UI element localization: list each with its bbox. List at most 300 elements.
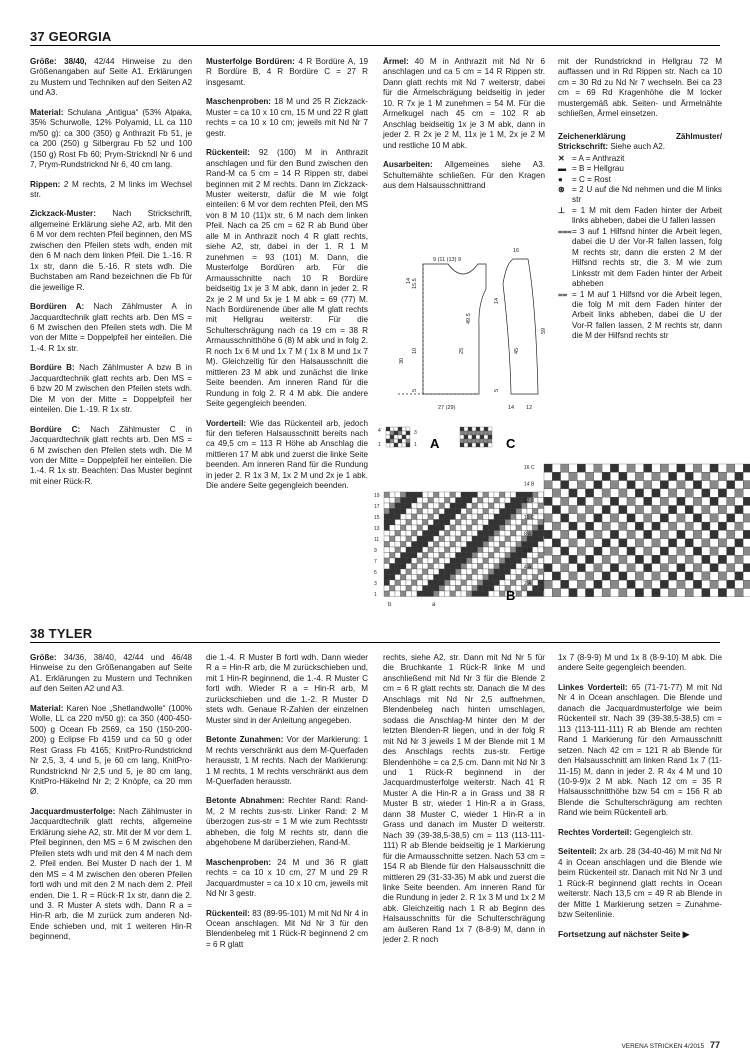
- chart-cell: [677, 514, 685, 522]
- chart-cell: [602, 522, 610, 530]
- chart-cell: [489, 525, 495, 531]
- chart-cell: [619, 572, 627, 580]
- paragraph: [206, 57, 368, 88]
- chart-cell: [428, 509, 434, 515]
- paragraph-text: Nach Zählmuster A bzw B in Jacquardtechnik glatt rechts arb. Den MS = 6 bzw 20 M zwischen den Pfeilen stets wdh. Die M von der Mitte = Doppelpfeil her einteilen. Die 1.-19. R 1x str.: [30, 363, 192, 415]
- chart-cell: [652, 489, 660, 497]
- chart-cell: [484, 427, 488, 431]
- chart-cell: [569, 481, 577, 489]
- chart-cell: [434, 564, 440, 570]
- chart-cell: [685, 506, 693, 514]
- chart-cell: [445, 569, 451, 575]
- chart-cell: [398, 427, 402, 431]
- chart-cell: [610, 547, 618, 555]
- chart-cell: [552, 506, 560, 514]
- chart-cell: [544, 481, 552, 489]
- chart-cell: [428, 553, 434, 559]
- chart-cell: [652, 464, 660, 472]
- chart-cell: [406, 525, 412, 531]
- chart-cell: [577, 497, 585, 505]
- chart-cell: [489, 509, 495, 515]
- chart-cell: [561, 506, 569, 514]
- chart-cell: [384, 514, 390, 520]
- chart-cell: [652, 472, 660, 480]
- chart-cell: [395, 591, 401, 597]
- chart-cell: [511, 498, 517, 504]
- chart-cell: [718, 464, 726, 472]
- chart-cell: [384, 591, 390, 597]
- chart-cell: [439, 492, 445, 498]
- chart-cell: [423, 498, 429, 504]
- chart-cell: [394, 431, 398, 435]
- chart-cell: [384, 520, 390, 526]
- chart-cell: [445, 580, 451, 586]
- chart-cell: [478, 558, 484, 564]
- chart-cell: [484, 435, 488, 439]
- paragraph-heading: Größe: 38/40,: [30, 57, 87, 66]
- chart-cell: [406, 509, 412, 515]
- chart-cell: [472, 569, 478, 575]
- chart-cell: [500, 564, 506, 570]
- chart-cell: [610, 555, 618, 563]
- chart-cell: [702, 539, 710, 547]
- chart-cell: [434, 531, 440, 537]
- chart-cell: [406, 575, 412, 581]
- chart-cell: [602, 530, 610, 538]
- chart-cell: [484, 439, 488, 443]
- chart-cell: [460, 431, 464, 435]
- paragraph-text: 83 (89-95-101) M mit Nd Nr 4 in Ocean anschlagen. Mit Nd Nr 3 für den Blendenbeleg mit 1 Rück-R beginnend 2 cm = 6 R glatt: [206, 908, 368, 949]
- chart-cell: [406, 520, 412, 526]
- chart-cell: [445, 498, 451, 504]
- chart-cell: [652, 530, 660, 538]
- paragraph: [383, 160, 545, 191]
- chart-cell: [516, 525, 522, 531]
- paragraph-text: Nach Zählmuster in Jacquardtechnik glatt rechts, allgemeine Erklärung siehe A2, str. Mit der M vor dem 1. Pfeil beginnen, den MS = 6 M zwischen den Pfeilen stets wdh und mit den 4 M nach dem 2. Pfeil enden. Bei Muster D nach der 1. M den MS = 4 M zwischen den oberen Pfeilen fortl wdh und mit den 2 M nach dem 2. Pfeil enden. Die 1. R = Rück-R 1x str, dann die 2. und 3. R Muster A stets wdh. Dann R a = Hin-R arb, die M zurück zum anderen Nd-Ende schieben und, mit 1 weiteren Hin-R beginnend,: [30, 806, 192, 942]
- chart-cell: [660, 539, 668, 547]
- paragraph: [206, 653, 368, 726]
- chart-cell: [586, 522, 594, 530]
- chart-cell: [476, 431, 480, 435]
- chart-cell: [511, 564, 517, 570]
- chart-cell: [456, 503, 462, 509]
- chart-cell: [500, 498, 506, 504]
- chart-cell: [561, 572, 569, 580]
- chart-cell: [445, 509, 451, 515]
- chart-cell: [483, 569, 489, 575]
- chart-cell: [439, 498, 445, 504]
- chart-cell: [516, 536, 522, 542]
- chart-cell: [464, 435, 468, 439]
- chart-cell: [586, 589, 594, 597]
- chart-cell: [489, 547, 495, 553]
- chart-cell: [476, 427, 480, 431]
- chart-cell: [594, 481, 602, 489]
- chart-cell: [516, 591, 522, 597]
- chart-cell: [685, 522, 693, 530]
- paragraph: [558, 653, 722, 674]
- chart-cell: [390, 564, 396, 570]
- chart-cell: [384, 542, 390, 548]
- chart-cell: [390, 431, 394, 435]
- chart-cell: [635, 522, 643, 530]
- chart-cell: [456, 536, 462, 542]
- chart-cell: [743, 464, 750, 472]
- chart-cell: [619, 555, 627, 563]
- chart-cell: [384, 564, 390, 570]
- chart-cell: [472, 553, 478, 559]
- chart-cell: [461, 531, 467, 537]
- chart-cell: [456, 564, 462, 570]
- chart-cell: [710, 547, 718, 555]
- chart-cell: [685, 555, 693, 563]
- chart-cell: [505, 564, 511, 570]
- chart-cell: [489, 498, 495, 504]
- chart-cell: [511, 575, 517, 581]
- chart-cell: [461, 591, 467, 597]
- chart-cell: [478, 525, 484, 531]
- chart-cell: [735, 506, 743, 514]
- chart-cell: [669, 489, 677, 497]
- chart-cell: [710, 530, 718, 538]
- chart-cell: [652, 580, 660, 588]
- chart-cell: [569, 564, 577, 572]
- chart-cell: [685, 489, 693, 497]
- chart-cell: [644, 522, 652, 530]
- chart-cell: [450, 591, 456, 597]
- chart-b-row-label: 17: [374, 504, 380, 510]
- chart-cell: [718, 539, 726, 547]
- chart-cell: [602, 589, 610, 597]
- paragraph-text: Nach Zählmuster C in Jacquardtechnik glatt rechts arb. Den MS = 6 M zwischen den Pfeilen stets wdh. Die M von der Mitte = Doppelpfeil her einteilen. Die 1.-4. R 1x str. Beachten: Das Muster beginnt mit einer Rück-R.: [30, 424, 193, 486]
- chart-cell: [516, 514, 522, 520]
- chart-cell: [693, 572, 701, 580]
- chart-cell: [602, 572, 610, 580]
- chart-cell: [594, 489, 602, 497]
- chart-cell: [718, 580, 726, 588]
- paragraph-heading: Ärmel:: [383, 57, 409, 66]
- chart-cell: [390, 525, 396, 531]
- chart-cell: [390, 569, 396, 575]
- chart-cell: [500, 514, 506, 520]
- chart-cell: [619, 489, 627, 497]
- chart-cell: [710, 572, 718, 580]
- chart-cell: [516, 531, 522, 537]
- chart-cell: [743, 547, 750, 555]
- chart-cell: [516, 586, 522, 592]
- chart-cell: [602, 555, 610, 563]
- chart-cell: [406, 558, 412, 564]
- chart-cell: [439, 547, 445, 553]
- chart-cell: [395, 509, 401, 515]
- chart-cell: [602, 506, 610, 514]
- legend-text: = 2 U auf die Nd nehmen und die M links str: [572, 184, 722, 205]
- chart-cell: [693, 481, 701, 489]
- chart-cell: [693, 497, 701, 505]
- chart-cell: [710, 522, 718, 530]
- chart-cell: [516, 580, 522, 586]
- chart-cell: [489, 564, 495, 570]
- paragraph-heading: Bordüren A:: [30, 302, 85, 312]
- chart-cell: [511, 553, 517, 559]
- chart-cell: [384, 553, 390, 559]
- chart-cell: [652, 506, 660, 514]
- chart-cell: [586, 481, 594, 489]
- legend-item: [558, 185, 722, 206]
- chart-b-row-label: 15: [374, 515, 380, 521]
- chart-cell: [401, 509, 407, 515]
- chart-cell: [577, 506, 585, 514]
- chart-cell: [423, 580, 429, 586]
- chart-b-row-label: 1: [374, 592, 377, 598]
- paragraph: [206, 97, 368, 139]
- georgia-column-4: [558, 57, 722, 342]
- chart-cell: [552, 530, 560, 538]
- chart-cell: [652, 497, 660, 505]
- chart-cell: [594, 506, 602, 514]
- chart-cell: [505, 580, 511, 586]
- chart-cell: [500, 525, 506, 531]
- chart-cell: [434, 542, 440, 548]
- chart-cell: [494, 531, 500, 537]
- chart-cell: [660, 530, 668, 538]
- chart-cell: [718, 506, 726, 514]
- chart-b-label: B: [506, 588, 516, 603]
- chart-cell: [594, 547, 602, 555]
- chart-cell: [544, 530, 552, 538]
- chart-cell: [500, 575, 506, 581]
- legend-item: [558, 227, 722, 290]
- chart-cell: [660, 572, 668, 580]
- chart-cell: [488, 435, 492, 439]
- chart-cell: [577, 464, 585, 472]
- chart-cell: [561, 555, 569, 563]
- chart-cell: [417, 498, 423, 504]
- chart-cell: [417, 531, 423, 537]
- chart-cell: [478, 569, 484, 575]
- chart-cell: [710, 489, 718, 497]
- chart-cell: [467, 536, 473, 542]
- chart-cell: [450, 520, 456, 526]
- chart-cell: [456, 498, 462, 504]
- chart-cell: [428, 531, 434, 537]
- chart-cell: [505, 525, 511, 531]
- chart-cell: [693, 514, 701, 522]
- chart-cell: [743, 572, 750, 580]
- chart-cell: [461, 569, 467, 575]
- chart-cell: [627, 530, 635, 538]
- chart-cell: [500, 503, 506, 509]
- paragraph-text: 92 (100) M in Anthrazit anschlagen und für den Bund zwischen den Rand-M ca 5 cm = 14 R Rippen str, dabei beginnen mit 2 M rechts. Dann im Zickzack-Muster weiterstr, dafür die M wie folgt einteilen: 6 M vor dem rechten Pfeil, den MS von 8 M 10 (11)x str, 6 M nach dem linken Pfeil. Nach ca 25 cm = 62 R ab Bund über alle M in Anthrazit noch 4 R glatt rechts, siehe A2, str, dabei in der 1. R 1 M zunehmen = 93 (101) M. Dann, die Musterfolge Bordüren arb. Für die Armausschnitte nach 10 R Bordüre beidseitig 1x je 3 M abk, dann in jeder 2. R 2x je 2 M und 5x je 1 M abk = 69 (77) M. Nach Bordürenende über alle M glatt rechts mit Hellgrau weiterstr. Für die Schulterschrägung nach ca 19 cm = 38 R Armausschnitthöhe 6 (8) M abk und in folg 2. R noch 1x 6 M und 1x 7 M ( 1x 8 M und 1x 7 M). Gleichzeitig für den Halsausschnitt die mittleren 23 M abk und zunächst die linke Seite beenden. Am inneren Rand für die Rundung in folg 2. R 4 M abk. Die andere Seite gegengleich beenden.: [206, 148, 368, 409]
- chart-cell: [484, 431, 488, 435]
- chart-cell: [384, 525, 390, 531]
- tyler-column-2: [206, 653, 368, 959]
- legend-text: = 1 M auf 1 Hilfsnd vor die Arbeit legen, die folg M mit dem Faden hinter der Arbeit links abheben, dabei die U der Vor-R fallen lassen, 2 M rechts str, dann die M der Hilfsnd rechts str: [572, 289, 722, 341]
- paragraph-text: 1x 7 (8-9-9) M und 1x 8 (8-9-10) M abk. Die andere Seite gegengleich beenden.: [558, 653, 722, 673]
- chart-cell: [478, 503, 484, 509]
- chart-cell: [511, 492, 517, 498]
- chart-cell: [552, 522, 560, 530]
- chart-cell: [702, 481, 710, 489]
- continue-link[interactable]: Fortsetzung auf nächster Seite ▶: [558, 929, 690, 940]
- chart-cell: [489, 591, 495, 597]
- chart-cell: [635, 547, 643, 555]
- chart-cell: [516, 509, 522, 515]
- chart-cell: [390, 580, 396, 586]
- chart-cell: [480, 443, 484, 447]
- chart-cell: [390, 427, 394, 431]
- chart-cell: [412, 531, 418, 537]
- chart-cell: [718, 522, 726, 530]
- section-title-georgia: 37 GEORGIA: [30, 29, 112, 44]
- chart-cell: [669, 497, 677, 505]
- paragraph-heading: Betonte Zunahmen:: [206, 735, 284, 745]
- paragraph-text: die 1.-4. R Muster B fortl wdh. Dann wieder R a = Hin-R arb, die M zurückschieben und, mit 1 Hin-R beginnend, die 1.-4. R Muster C fortl wdh. Wieder R a = Hin-R arb, M zurückschieben und die 1.-2. R Muster D stets wdh. Genaue R-Zahlen der einzelnen Muster sind in der Anleitung angegeben.: [206, 653, 368, 725]
- paragraph-text: 4 R Bordüre A, 19 R Bordüre B, 4 R Bordüre C = 27 R insgesamt.: [206, 57, 368, 87]
- chart-cell: [494, 536, 500, 542]
- chart-cell: [401, 514, 407, 520]
- chart-cell: [395, 586, 401, 592]
- chart-cell: [398, 431, 402, 435]
- chart-cell: [461, 553, 467, 559]
- chart-cell: [406, 569, 412, 575]
- chart-cell: [561, 472, 569, 480]
- chart-cell: [439, 558, 445, 564]
- chart-cell: [561, 514, 569, 522]
- chart-cell: [500, 591, 506, 597]
- chart-cell: [472, 503, 478, 509]
- chart-cell: [478, 531, 484, 537]
- zigzag-row-label: 12 B: [524, 498, 535, 505]
- chart-cell: [727, 489, 735, 497]
- chart-cell: [445, 503, 451, 509]
- chart-cell: [511, 503, 517, 509]
- chart-cell: [412, 492, 418, 498]
- zigzag-row-label: 16 C: [524, 465, 535, 471]
- chart-cell: [610, 530, 618, 538]
- chart-cell: [505, 509, 511, 515]
- chart-cell: [652, 514, 660, 522]
- chart-a-row-1: 1: [378, 442, 381, 448]
- chart-cell: [483, 498, 489, 504]
- chart-cell: [594, 572, 602, 580]
- chart-cell: [489, 531, 495, 537]
- chart-cell: [710, 464, 718, 472]
- chart-cell: [472, 586, 478, 592]
- chart-cell: [718, 481, 726, 489]
- chart-cell: [384, 580, 390, 586]
- chart-cell: [627, 464, 635, 472]
- chart-cell: [386, 427, 390, 431]
- chart-cell: [478, 520, 484, 526]
- chart-cell: [669, 589, 677, 597]
- chart-cell: [450, 525, 456, 531]
- chart-cell: [743, 472, 750, 480]
- chart-cell: [467, 564, 473, 570]
- chart-cell: [627, 539, 635, 547]
- chart-cell: [445, 514, 451, 520]
- paragraph-text: Allgemeines siehe A3. Schulternähte schließen. Für den Kragen aus dem Halsausschnittrand: [383, 160, 545, 190]
- chart-cell: [619, 481, 627, 489]
- chart-cell: [516, 575, 522, 581]
- chart-cell: [669, 506, 677, 514]
- chart-cell: [577, 589, 585, 597]
- chart-cell: [677, 572, 685, 580]
- chart-cell: [398, 439, 402, 443]
- chart-cell: [552, 547, 560, 555]
- chart-cell: [406, 439, 410, 443]
- chart-cell: [406, 503, 412, 509]
- paragraph-heading: Maschenproben:: [206, 97, 272, 107]
- paragraph-text: 40 M in Anthrazit mit Nd Nr 6 anschlagen und ca 5 cm = 14 R Rippen str. Dann glatt rechts mit Nd 7 weiterstr, dabei für die Ärmelschrägung beidseitig in jeder 10. R 7x je 1 M zunehmen = 54 M. Für die Ärmelkugel nach 45 cm = 102 R ab Anschlag beidseitig 1x je 3 M abk, dann in jeder 2. R 2x je 2 M, 11x je 1 M, 2x je 2 M und restliche 10 M abk.: [383, 57, 545, 150]
- chart-cell: [644, 555, 652, 563]
- chart-cell: [727, 580, 735, 588]
- chart-cell: [677, 580, 685, 588]
- chart-cell: [652, 539, 660, 547]
- chart-cell: [693, 489, 701, 497]
- chart-cell: [627, 547, 635, 555]
- chart-cell: [423, 586, 429, 592]
- chart-cell: [390, 439, 394, 443]
- chart-cell: [384, 558, 390, 564]
- chart-cell: [669, 580, 677, 588]
- schematic-h4: 49.5: [466, 313, 472, 324]
- chart-cell: [702, 547, 710, 555]
- chart-cell: [544, 547, 552, 555]
- zigzag-chart: [524, 460, 724, 605]
- chart-cell: [395, 564, 401, 570]
- chart-cell: [710, 539, 718, 547]
- legend-symbol-icon: ⩵: [558, 289, 568, 299]
- chart-cell: [386, 435, 390, 439]
- paragraph: [30, 180, 192, 201]
- chart-cell: [456, 547, 462, 553]
- chart-cell: [685, 481, 693, 489]
- chart-cell: [505, 492, 511, 498]
- chart-cell: [390, 520, 396, 526]
- chart-cell: [685, 589, 693, 597]
- chart-cell: [412, 558, 418, 564]
- chart-cell: [395, 503, 401, 509]
- chart-cell: [483, 575, 489, 581]
- chart-cell: [390, 503, 396, 509]
- paragraph: [558, 683, 722, 819]
- chart-cell: [412, 575, 418, 581]
- chart-cell: [428, 498, 434, 504]
- chart-cell: [439, 503, 445, 509]
- chart-cell: [660, 497, 668, 505]
- chart-cell: [602, 472, 610, 480]
- chart-cell: [489, 558, 495, 564]
- chart-cell: [384, 509, 390, 515]
- chart-cell: [494, 520, 500, 526]
- chart-cell: [468, 431, 472, 435]
- chart-cell: [439, 509, 445, 515]
- chart-cell: [386, 431, 390, 435]
- chart-cell: [561, 530, 569, 538]
- section-divider: [30, 45, 720, 46]
- chart-cell: [439, 575, 445, 581]
- chart-cell: [735, 497, 743, 505]
- chart-cell: [743, 497, 750, 505]
- chart-cell: [735, 547, 743, 555]
- chart-cell: [594, 589, 602, 597]
- chart-cell: [494, 580, 500, 586]
- chart-cell: [417, 569, 423, 575]
- chart-cell: [627, 564, 635, 572]
- chart-cell: [412, 547, 418, 553]
- chart-cell: [685, 464, 693, 472]
